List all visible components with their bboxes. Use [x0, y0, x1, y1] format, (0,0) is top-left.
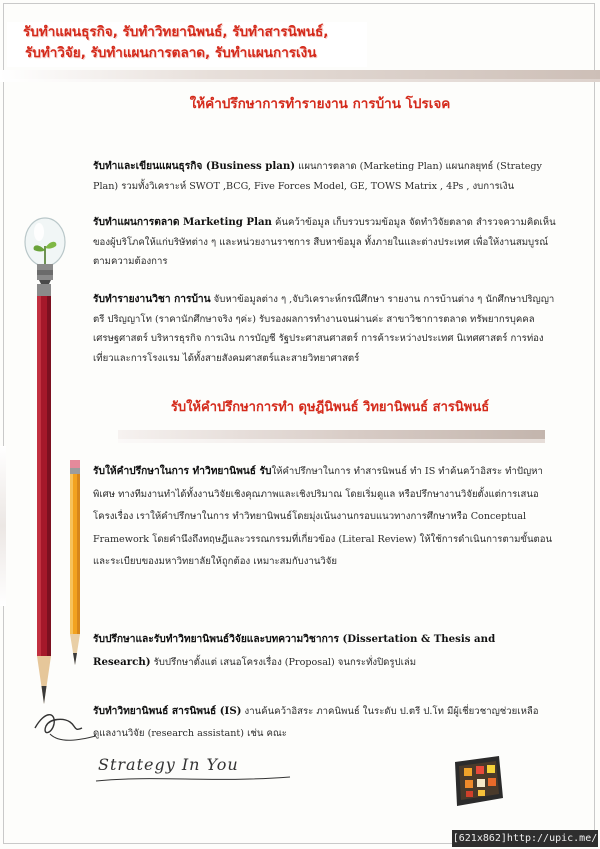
section-body: งานค้นคว้าอิสระ ภาคนิพนธ์ ในระดับ ป.ตรี ป.โท มีผู้เชี่ยวชาญช่วยเหลือดูแลงานวิจัย (research assistant) เช่น คณะ [93, 706, 539, 739]
section-body: จับหาข้อมูลต่าง ๆ ,จับวิเคราะห์กรณีศึกษา รายงาน การบ้านต่าง ๆ นักศึกษาปริญญาตรี ปริญญาโท (ราคานักศึกษาจริง ๆค่ะ) รับรองผลการทำงานจนผ่านค่ะ สาขาวิชาการตลาด ทรัพยากรบุคคล เศรษฐศาสตร์ บริหารธุรกิจ การเงิน การบัญชี รัฐประศาสนศาสตร์ การค้าระหว่างประเทศ นิเทศศาสตร์ การท่องเที่ยวและการโรงแรม ได้ทั้งสายสังคมศาสตร์และสายวิทยาศาสตร์ [93, 294, 555, 364]
header-banner [7, 22, 367, 67]
section-body: รับปรึกษาตั้งแต่ เสนอโครงเรื่อง (Proposal) จนกระทั่งปิดรูปเล่ม [150, 657, 417, 668]
mid-divider-bar-shadow [118, 439, 545, 443]
section-body: ให้คำปรึกษาในการ ทำสารนิพนธ์ ทำ IS ทำค้นคว้าอิสระ ทำปัญหาพิเศษ ทางทีมงานทำได้ทั้งงานวิจัยเชิงคุณภาพและเชิงปริมาณ โดยเริ่มดูแล หรือปรึกษางานวิจัยตั้งแต่การเสนอโครงเรื่อง เราให้คำปรึกษาในการ ทำวิทยานิพนธ์โดยมุ่งเน้นงานกรอบแนวทางการศึกษาหรือ Conceptual Framework โดยคำนึงถึงทฤษฎีและวรรณกรรมที่เกี่ยวข้อง (Literal Review) ให้ใช้การดำเนินการตามขั้นตอน และระเบียบของมหาวิทยาลัยให้ถูกต้อง เหมาะสมกับงานวิจัย [93, 466, 553, 567]
section-lead: รับทำและเขียนแผนธุรกิจ (Business plan) [93, 160, 296, 172]
thesis-section-title: รับให้คำปรึกษาการทำ ดุษฎีนิพนธ์ วิทยานิพนธ์ สารนิพนธ์ [170, 400, 490, 415]
signature-underline [94, 773, 294, 785]
banner-line-1: รับทำแผนธุรกิจ, รับทำวิทยานิพนธ์, รับทำสารนิพนธ์, [23, 24, 329, 40]
signature-scribble-icon [30, 700, 100, 760]
section-business-plan [93, 157, 563, 196]
signature-text: Strategy In You [98, 755, 239, 774]
mid-divider-bar [118, 430, 545, 439]
section-homework [93, 290, 563, 368]
section-marketing-plan [93, 213, 561, 272]
section-thesis [93, 460, 553, 574]
tablet-apps-icon [447, 752, 507, 810]
section-lead: รับทำรายงานวิชา การบ้าน [93, 293, 211, 305]
section-lead: รับปรึกษาและรับทำวิทยานิพนธ์วิจัยและบทความวิชาการ (Dissertation & Thesis and Research) [93, 633, 496, 668]
watermark: [621x862]http://upic.me/ [452, 830, 598, 847]
yellow-pencil-icon [68, 460, 82, 670]
top-divider-bar [0, 70, 600, 79]
banner-line-2: รับทำวิจัย, รับทำแผนการตลาด, รับทำแผนการเงิน [25, 45, 317, 61]
red-pencil-icon [33, 284, 55, 714]
section-lead: รับทำแผนการตลาด Marketing Plan [93, 216, 272, 228]
section-body: แผนการตลาด (Marketing Plan) แผนกลยุทธ์ (Strategy Plan) รวมทั้งวิเคราะห์ SWOT ,BCG, Five Forces Model, GE, TOWS Matrix , 4Ps , งบการเงิน [93, 161, 542, 192]
left-edge-shade [0, 446, 6, 606]
section-is [93, 700, 553, 745]
section-lead: รับให้คำปรึกษาในการ ทำวิทยานิพนธ์ รับ [93, 465, 272, 477]
section-body: ค้นคว้าข้อมูล เก็บรวบรวมข้อมูล จัดทำวิจัยตลาด สำรวจความคิดเห็นของผู้บริโภคให้แก่บริษัทต่าง ๆ และหน่วยงานราชการ สืบหาข้อมูล ทั้งภายในและต่างประเทศ เพื่อให้งานสมบูรณ์ตามความต้องการ [93, 217, 556, 267]
section-dissertation [93, 628, 553, 674]
headline: ให้คำปรึกษาการทำรายงาน การบ้าน โปรเจค [189, 96, 451, 112]
top-divider-bar-shadow [0, 79, 600, 82]
section-lead: รับทำวิทยานิพนธ์ สารนิพนธ์ (IS) [93, 705, 242, 717]
